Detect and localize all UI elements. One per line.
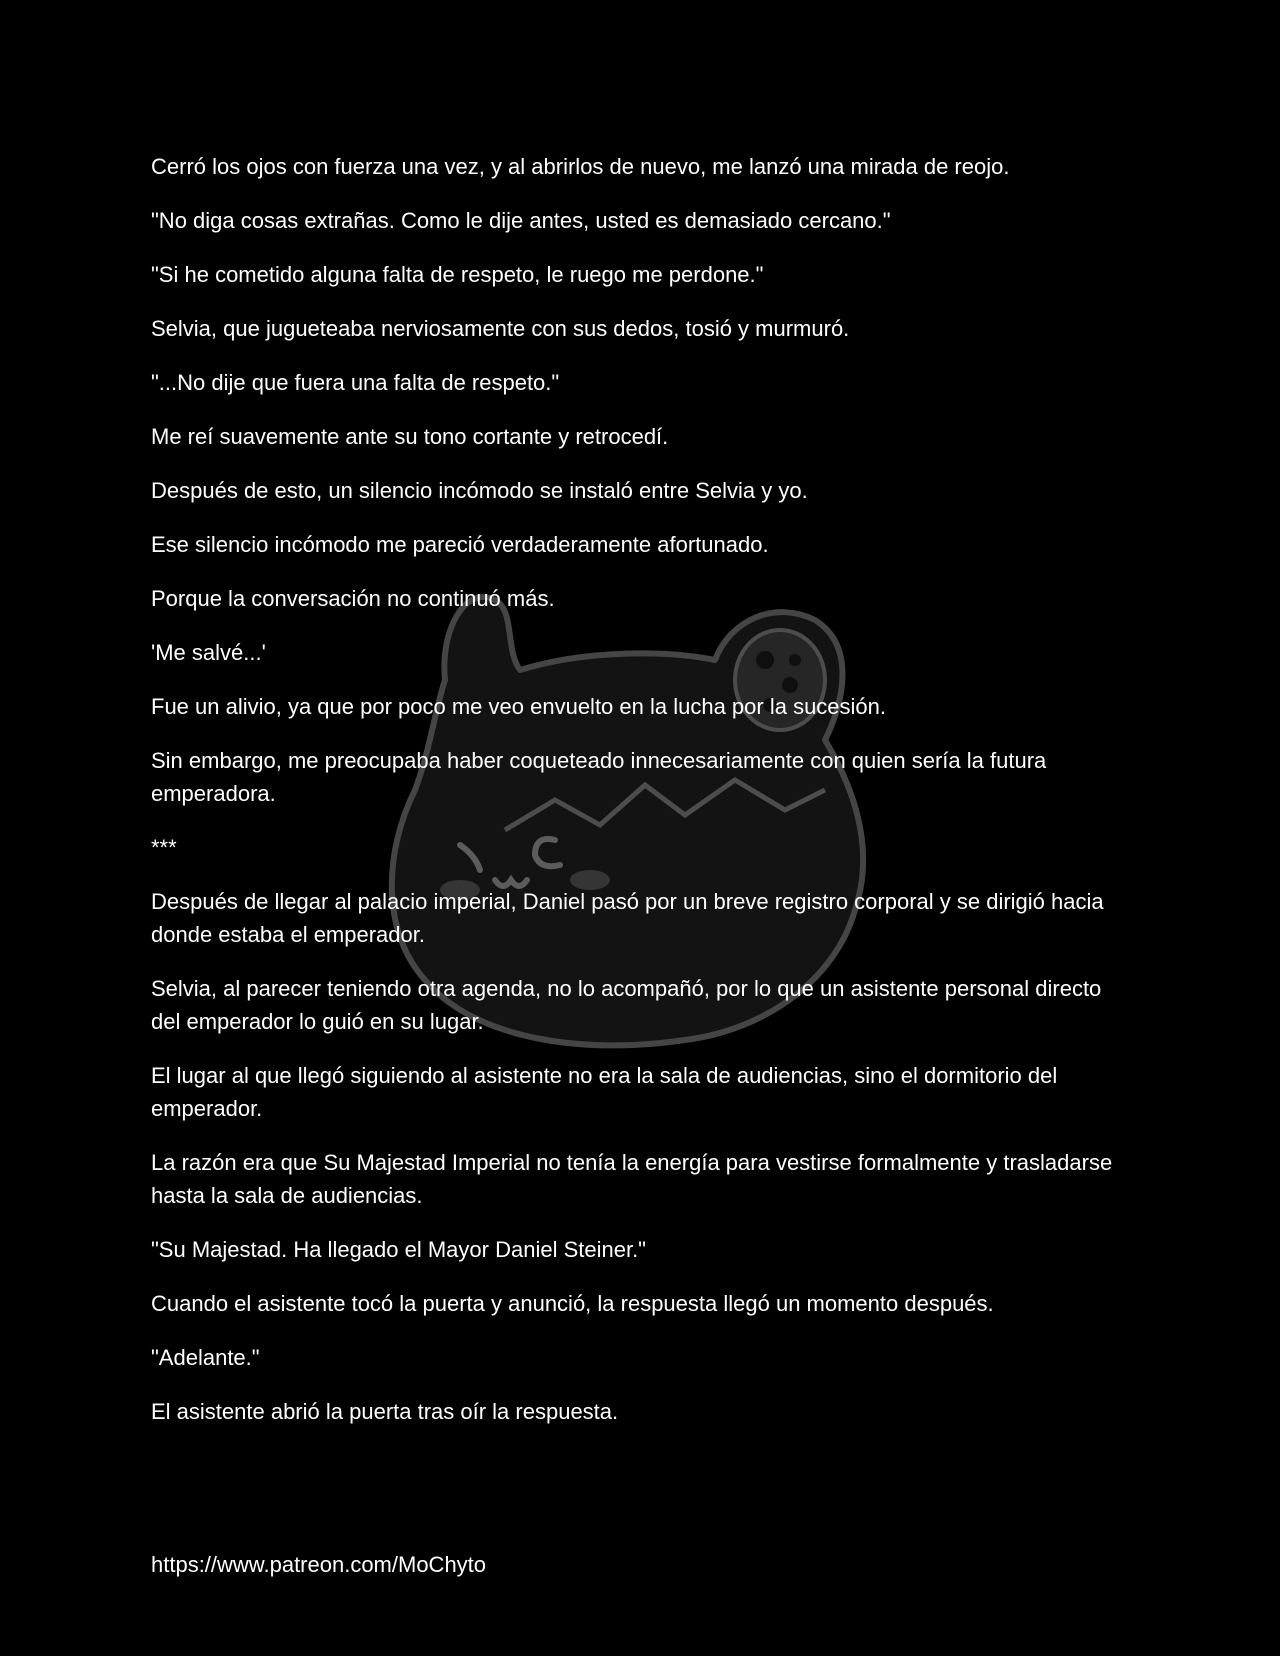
paragraph: El lugar al que llegó siguiendo al asistente no era la sala de audiencias, sino el dormitorio del emperador.: [151, 1063, 1058, 1121]
paragraph: Cuando el asistente tocó la puerta y anunció, la respuesta llegó un momento después.: [151, 1291, 994, 1316]
paragraph: Después de esto, un silencio incómodo se instaló entre Selvia y yo.: [151, 478, 808, 503]
paragraph: "Adelante.": [151, 1345, 260, 1370]
paragraph: "Si he cometido alguna falta de respeto, le ruego me perdone.": [151, 262, 764, 287]
scene-break: ***: [151, 835, 177, 860]
paragraph: "...No dije que fuera una falta de respeto.": [151, 370, 560, 395]
paragraph: Selvia, que jugueteaba nerviosamente con sus dedos, tosió y murmuró.: [151, 316, 850, 341]
paragraph: 'Me salvé...': [151, 640, 266, 665]
paragraph: El asistente abrió la puerta tras oír la respuesta.: [151, 1399, 619, 1424]
paragraph: Me reí suavemente ante su tono cortante y retrocedí.: [151, 424, 669, 449]
paragraph: La razón era que Su Majestad Imperial no tenía la energía para vestirse formalmente y trasladarse hasta la sala de audiencias.: [151, 1150, 1113, 1208]
paragraph: "No diga cosas extrañas. Como le dije antes, usted es demasiado cercano.": [151, 208, 891, 233]
chapter-text: [151, 150, 1125, 1449]
paragraph: Sin embargo, me preocupaba haber coqueteado innecesariamente con quien sería la futura emperadora.: [151, 748, 1047, 806]
paragraph: Selvia, al parecer teniendo otra agenda, no lo acompañó, por lo que un asistente personal directo del emperador lo guió en su lugar.: [151, 976, 1102, 1034]
paragraph: Cerró los ojos con fuerza una vez, y al abrirlos de nuevo, me lanzó una mirada de reojo.: [151, 154, 1010, 179]
paragraph: Ese silencio incómodo me pareció verdaderamente afortunado.: [151, 532, 769, 557]
paragraph: "Su Majestad. Ha llegado el Mayor Daniel Steiner.": [151, 1237, 646, 1262]
paragraph: Después de llegar al palacio imperial, Daniel pasó por un breve registro corporal y se dirigió hacia donde estaba el emperador.: [151, 889, 1104, 947]
paragraph: Porque la conversación no continuó más.: [151, 586, 555, 611]
paragraph: Fue un alivio, ya que por poco me veo envuelto en la lucha por la sucesión.: [151, 694, 887, 719]
patreon-link[interactable]: https://www.patreon.com/MoChyto: [151, 1552, 487, 1577]
